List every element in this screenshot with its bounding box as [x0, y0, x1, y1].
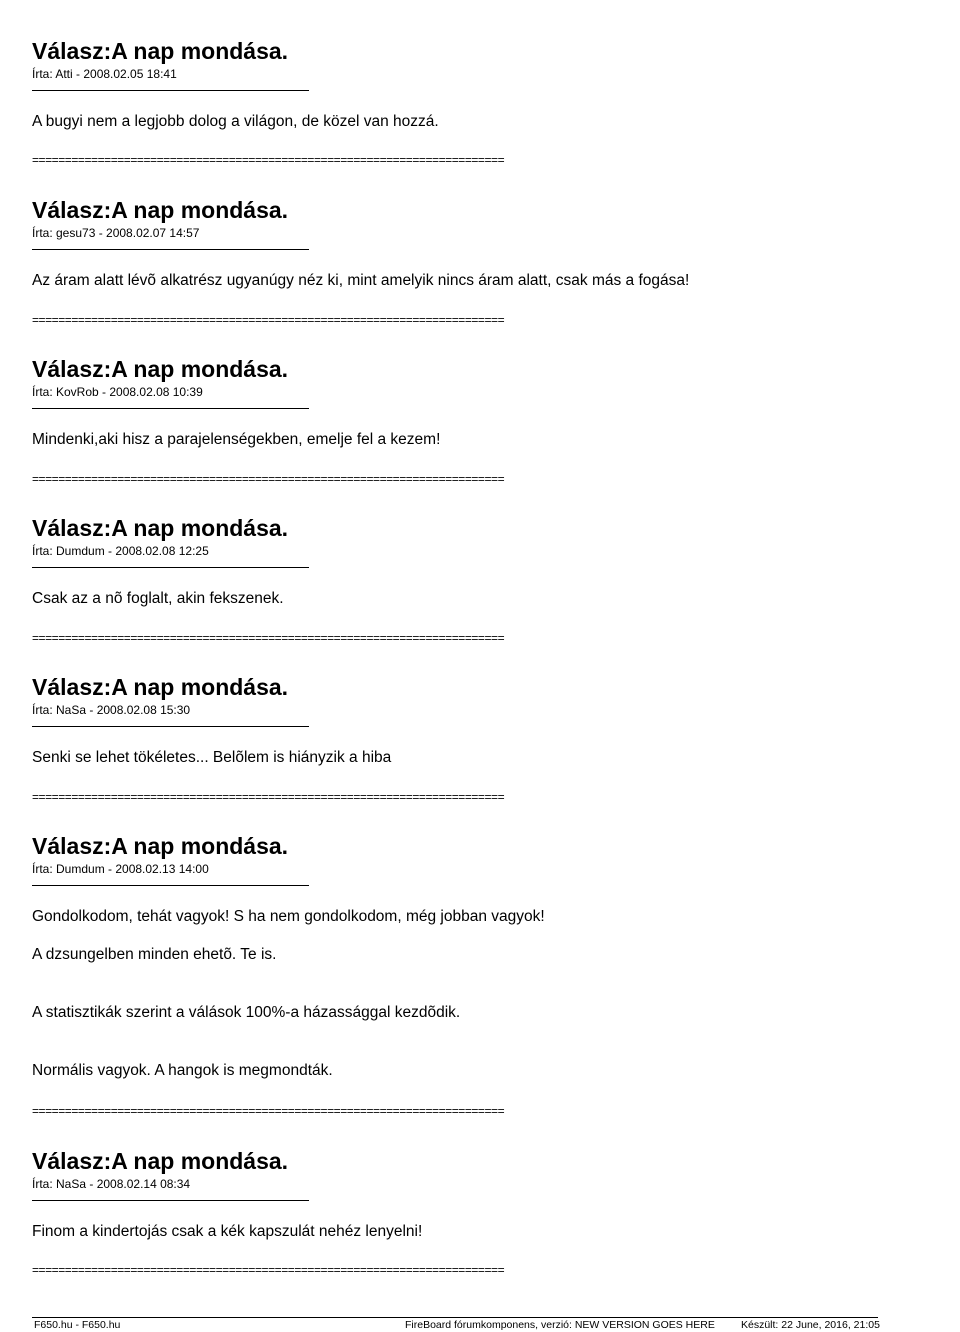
post-list — [32, 38, 932, 1307]
post-body — [32, 272, 932, 290]
post-title: Válasz:A nap mondása. — [32, 197, 289, 223]
divider — [32, 249, 309, 250]
post-author-date: Írta: KovRob - 2008.02.08 10:39 — [32, 385, 203, 399]
post-author-date: Írta: Dumdum - 2008.02.13 14:00 — [32, 862, 209, 876]
divider — [32, 1200, 309, 1201]
post-separator: ======================================================================== — [32, 153, 505, 167]
post — [32, 515, 932, 674]
post-separator: ======================================================================== — [32, 1104, 505, 1118]
post-author-date: Írta: NaSa - 2008.02.08 15:30 — [32, 703, 191, 717]
page-footer — [0, 1317, 960, 1331]
post-body — [32, 113, 932, 131]
post-title: Válasz:A nap mondása. — [32, 674, 289, 700]
divider — [32, 726, 309, 727]
post-body — [32, 590, 932, 608]
post-text: A bugyi nem a legjobb dolog a világon, de közel van hozzá. — [32, 113, 439, 130]
post-body — [32, 1223, 932, 1241]
post-text: Senki se lehet tökéletes... Belõlem is hiányzik a hiba — [32, 749, 392, 766]
post — [32, 197, 932, 356]
post-title: Válasz:A nap mondása. — [32, 833, 289, 859]
footer-rule — [32, 1317, 878, 1318]
post — [32, 1148, 932, 1307]
post-author-date: Írta: gesu73 - 2008.02.07 14:57 — [32, 226, 200, 240]
footer-created: Készült: 22 June, 2016, 21:05 — [741, 1319, 880, 1331]
post-body — [32, 431, 932, 449]
post-body — [32, 749, 932, 767]
post-text: Gondolkodom, tehát vagyok! S ha nem gondolkodom, még jobban vagyok! — [32, 908, 545, 925]
post-text: Mindenki,aki hisz a parajelenségekben, emelje fel a kezem! — [32, 431, 441, 448]
post — [32, 38, 932, 197]
post-separator: ======================================================================== — [32, 472, 505, 486]
post-body — [32, 908, 932, 1080]
post — [32, 833, 932, 1148]
post-separator: ======================================================================== — [32, 631, 505, 645]
post-text: A dzsungelben minden ehetõ. Te is. — [32, 946, 277, 963]
post-author-date: Írta: Dumdum - 2008.02.08 12:25 — [32, 544, 209, 558]
post-separator: ======================================================================== — [32, 790, 505, 804]
footer-site: F650.hu - F650.hu — [34, 1319, 121, 1331]
post — [32, 356, 932, 515]
post-text: Finom a kindertojás csak a kék kapszulát nehéz lenyelni! — [32, 1223, 423, 1240]
post-title: Válasz:A nap mondása. — [32, 38, 289, 64]
divider — [32, 408, 309, 409]
post-title: Válasz:A nap mondása. — [32, 356, 289, 382]
divider — [32, 90, 309, 91]
post-separator: ======================================================================== — [32, 313, 505, 327]
post-author-date: Írta: NaSa - 2008.02.14 08:34 — [32, 1177, 191, 1191]
post-title: Válasz:A nap mondása. — [32, 515, 289, 541]
divider — [32, 567, 309, 568]
post-text: A statisztikák szerint a válások 100%-a házassággal kezdõdik. — [32, 1004, 461, 1021]
divider — [32, 885, 309, 886]
post — [32, 674, 932, 833]
post-title: Válasz:A nap mondása. — [32, 1148, 289, 1174]
post-text: Csak az a nõ foglalt, akin fekszenek. — [32, 590, 284, 607]
post-author-date: Írta: Atti - 2008.02.05 18:41 — [32, 67, 177, 81]
post-text: Normális vagyok. A hangok is megmondták. — [32, 1062, 333, 1079]
post-separator: ======================================================================== — [32, 1263, 505, 1277]
footer-component: FireBoard fórumkomponens, verzió: NEW VERSION GOES HERE — [405, 1319, 715, 1331]
post-text: Az áram alatt lévõ alkatrész ugyanúgy néz ki, mint amelyik nincs áram alatt, csak más a fogása! — [32, 272, 690, 289]
